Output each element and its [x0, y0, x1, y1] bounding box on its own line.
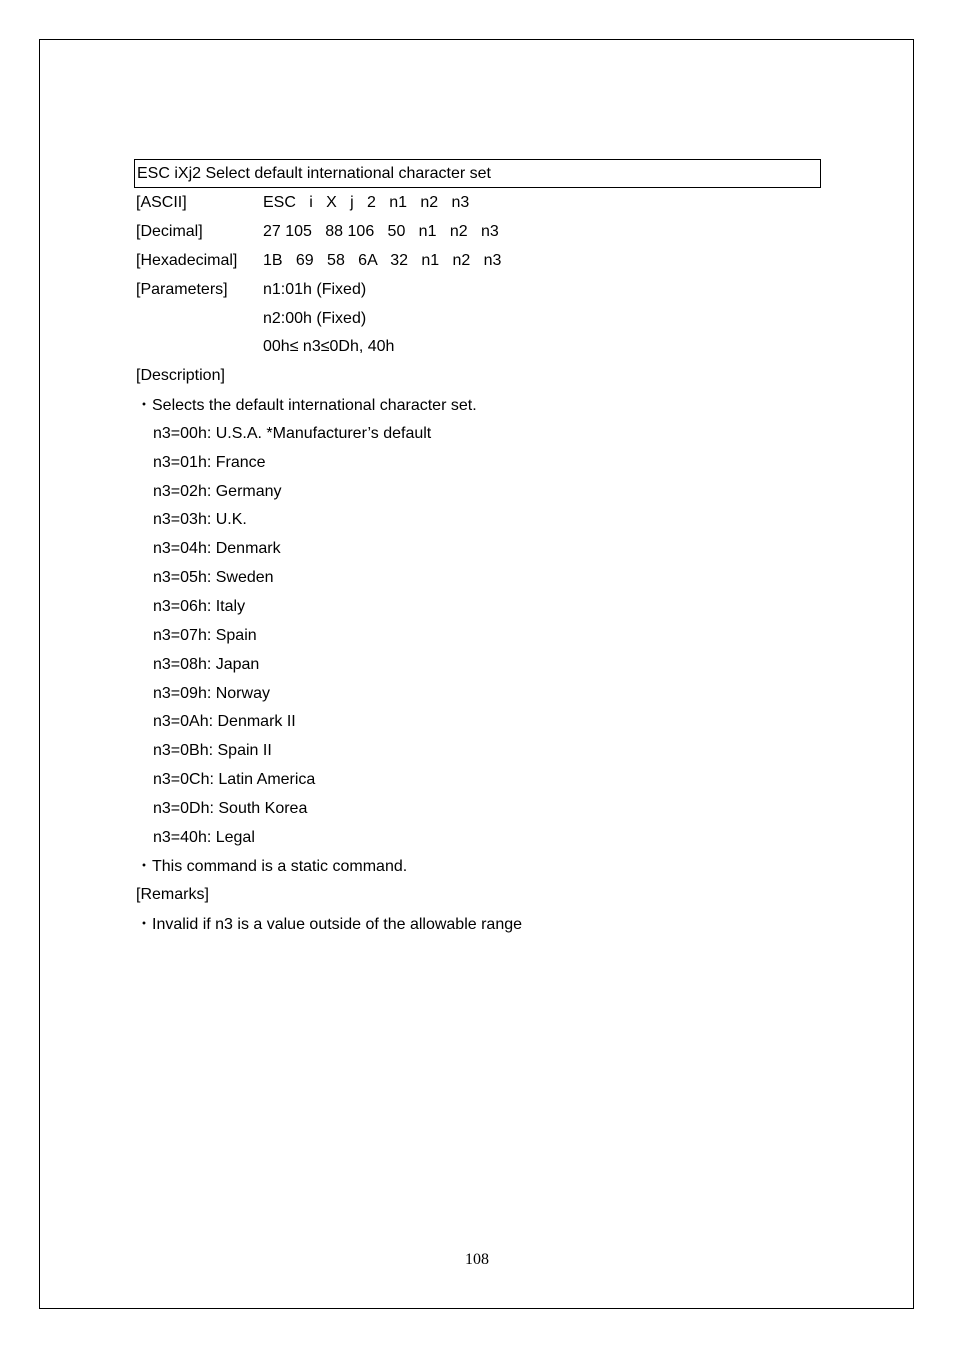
list-item: n3=40h: Legal — [153, 829, 255, 846]
parameter-line: n2:00h (Fixed) — [263, 310, 367, 327]
description-label: [Description] — [136, 367, 225, 384]
list-item: n3=05h: Sweden — [153, 569, 274, 586]
list-item: n3=00h: U.S.A. *Manufacturer’s default — [153, 425, 432, 442]
page-number: 108 — [465, 1251, 489, 1268]
remarks-label: [Remarks] — [136, 886, 209, 903]
parameters-row — [136, 280, 366, 300]
list-item: n3=0Bh: Spain II — [153, 742, 272, 759]
list-item: n3=08h: Japan — [153, 656, 260, 673]
remarks-bullet: ・Invalid if n3 is a value outside of the allowable range — [136, 916, 523, 933]
list-item: n3=0Ah: Denmark II — [153, 713, 296, 730]
list-item: n3=0Ch: Latin America — [153, 771, 316, 788]
list-item: n3=06h: Italy — [153, 598, 246, 615]
ascii-label: [ASCII] — [136, 194, 187, 211]
ascii-value: ESC i X j 2 n1 n2 n3 — [263, 194, 470, 211]
hexadecimal-row — [136, 251, 501, 271]
parameters-label: [Parameters] — [136, 281, 228, 298]
ascii-row — [136, 193, 469, 213]
hexadecimal-label: [Hexadecimal] — [136, 252, 238, 269]
list-item: n3=09h: Norway — [153, 685, 270, 702]
list-item: n3=0Dh: South Korea — [153, 800, 308, 817]
list-item: n3=03h: U.K. — [153, 511, 247, 528]
list-item: n3=01h: France — [153, 454, 266, 471]
list-item: n3=02h: Germany — [153, 483, 282, 500]
decimal-label: [Decimal] — [136, 223, 203, 240]
parameter-line: 00h≤ n3≤0Dh, 40h — [263, 338, 395, 355]
list-item: n3=07h: Spain — [153, 627, 257, 644]
description-bullet: ・This command is a static command. — [136, 858, 408, 875]
description-bullet: ・Selects the default international character set. — [136, 397, 477, 414]
decimal-value: 27 105 88 106 50 n1 n2 n3 — [263, 223, 499, 240]
command-title: ESC iXj2 Select default international character set — [134, 159, 821, 188]
parameter-line: n1:01h (Fixed) — [263, 281, 367, 298]
decimal-row — [136, 222, 499, 242]
hexadecimal-value: 1B 69 58 6A 32 n1 n2 n3 — [263, 252, 502, 269]
list-item: n3=04h: Denmark — [153, 540, 281, 557]
